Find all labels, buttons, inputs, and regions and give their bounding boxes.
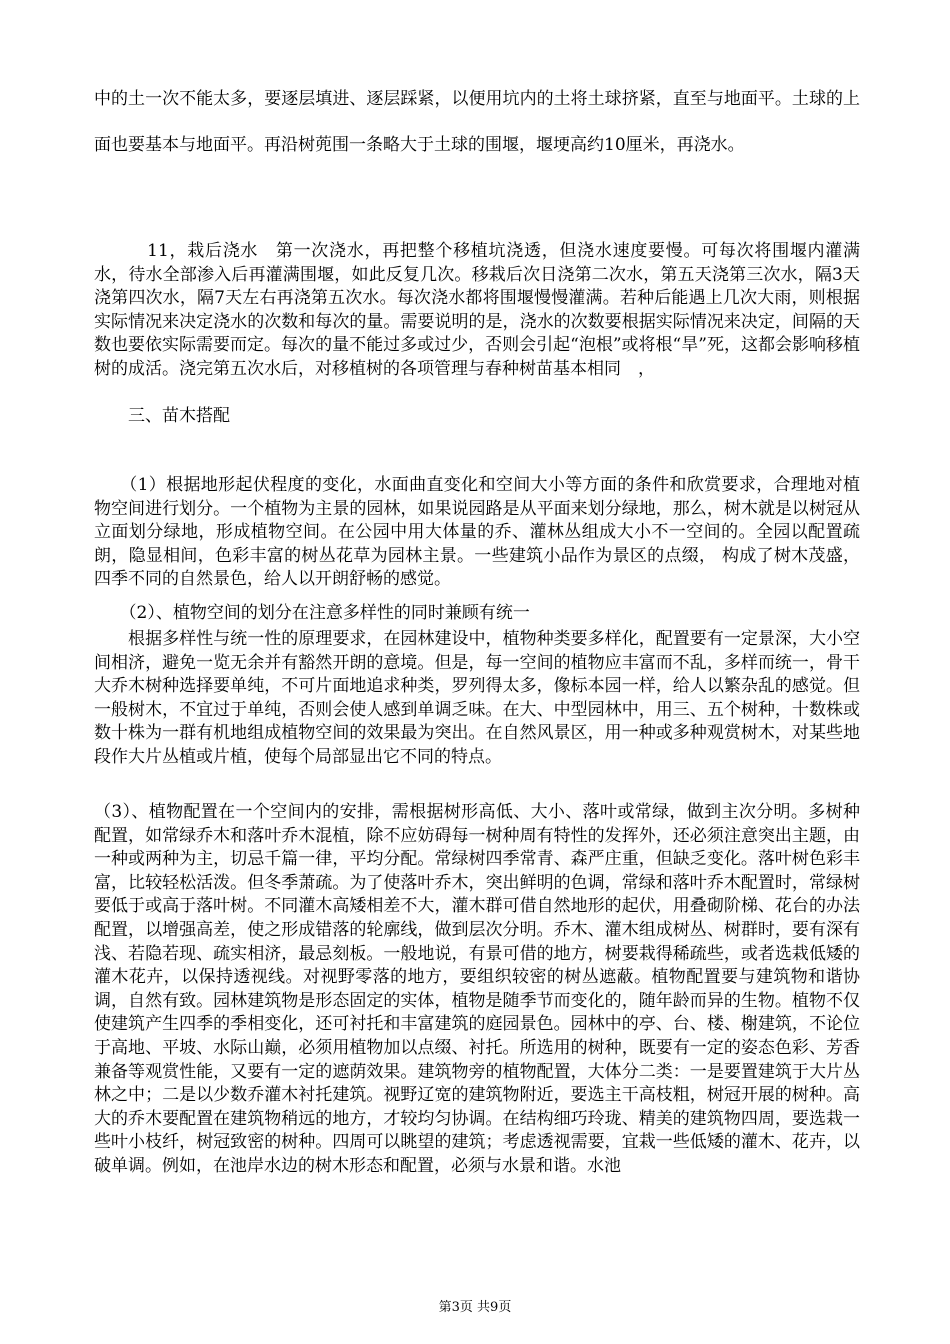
paragraph-item-2-heading: （2）、植物空间的划分在注意多样性的同时兼顾有统一 [94,603,530,623]
paragraph-item-3: （3）、植物配置在一个空间内的安排，需根据树形高低、大小、落叶或常绿，做到主次分明。多树种配置，如常绿乔木和落叶乔木混植，除不应妨碍每一树种周有特性的发挥外，还必须注意突出主题，由一种或两种为主，切忌千篇一律，平均分配。常绿树四季常青、森严庄重，但缺乏变化。落叶树色彩丰富，比较轻松活泼。但冬季萧疏。为了使落叶乔木，突出鲜明的色调，常绿和落叶乔木配置时，常绿树要低于或高于落叶树。不同灌木高矮相差不大，灌木群可借自然地形的起伏，用叠砌阶梯、花台的办法配置，以增强高差，使之形成错落的轮廓线，做到层次分明。乔木、灌木组成树丛、树群时，要有深有浅、若隐若现、疏实相济，最忌刻板。一般地说，有景可借的地方，树要栽得稀疏些，或者选栽低矮的灌木花卉，以保持透视线。对视野零落的地方，要组织较密的树丛遮蔽。植物配置要与建筑物和谐协调，自然有致。园林建筑物是形态固定的实体，植物是随季节而变化的，随年龄而异的生物。植物不仅使建筑产生四季的季相变化，还可衬托和丰富建筑的庭园景色。园林中的亭、台、楼、榭建筑，不论位于高地、平坡、水际山巅，必须用植物加以点缀、衬托。所选用的树种，既要有一定的姿态色彩、芳香兼备等观赏性能，又要有一定的遮荫效果。建筑物旁的植物配置，大体分二类：一是要置建筑于大片丛林之中；二是以少数乔灌木衬托建筑。视野辽宽的建筑物附近，要选主干高枝粗，树冠开展的树种。高大的乔木要配置在建筑物稍远的地方，才较均匀协调。在结构细巧玲珑、精美的建筑物四周，要选栽一些叶小枝纤，树冠致密的树种。四周可以眺望的建筑；考虑透视需要，宜栽一些低矮的灌木、花卉，以破单调。例如，在池岸水边的树木形态和配置，必须与水景和谐。水池 [94,802,860,1176]
section-heading-seedling-matching: 三、苗木搭配 [94,406,230,426]
paragraph-item-1: （1）根据地形起伏程度的变化，水面曲直变化和空间大小等方面的条件和欣赏要求，合理地对植物空间进行划分。一个植物为主景的园林，如果说园路是从平面来划分绿地，那么，树木就是以树冠从立面划分绿地，形成植物空间。在公园中用大体量的乔、灌林丛组成大小不一空间的。全园以配置疏朗，隐显相间，色彩丰富的树丛花草为园林主景。一些建筑小品作为景区的点缀， 构成了树木茂盛，四季不同的自然景色，给人以开朗舒畅的感觉。 [94,475,860,590]
page-number: 第3页 共9页 [438,1300,512,1315]
paragraph-soil-filling: 中的土一次不能太多，要逐层填进、逐层踩紧，以便用坑内的土将土球挤紧，直至与地面平。土球的上面也要基本与地面平。再沿树蔸围一条略大于土球的围堰，堰埂高约10厘米，再浇水。 [94,89,860,155]
paragraph-diversity-unity: 根据多样性与统一性的原理要求，在园林建设中，植物种类要多样化，配置要有一定景深，大小空间相济，避免一览无余并有豁然开朗的意境。但是，每一空间的植物应丰富而不乱，多样而统一，骨干大乔木树种选择要单纯，不可片面地追求种类，罗列得太多，像标本园一样，给人以繁杂乱的感觉。但一般树木，不宜过于单纯，否则会使人感到单调乏味。在大、中型园林中，用三、五个树种，十数株或数十株为一群有机地组成植物空间的效果最为突出。在自然风景区，用一种或多种观赏树木，对某些地段作大片丛植或片植，使每个局部显出它不同的特点。 [94,629,860,767]
paragraph-watering: 11，栽后浇水 第一次浇水，再把整个移植坑浇透，但浇水速度要慢。可每次将围堰内灌满水，待水全部渗入后再灌满围堰，如此反复几次。移栽后次日浇第二次水，第五天浇第三次水，隔3天浇第四次水，隔7天左右再浇第五次水。每次浇水都将围堰慢慢灌满。若种后能遇上几次大雨，则根据实际情况来决定浇水的次数和每次的量。需要说明的是，浇水的次数要根据实际情况来决定，间隔的天数也要依实际需要而定。每次的量不能过多或过少，否则会引起“泡根”或将根“旱”死，这都会影响移植树的成活。浇完第五次水后，对移植树的各项管理与春种树苗基本相同 ， [94,241,860,379]
